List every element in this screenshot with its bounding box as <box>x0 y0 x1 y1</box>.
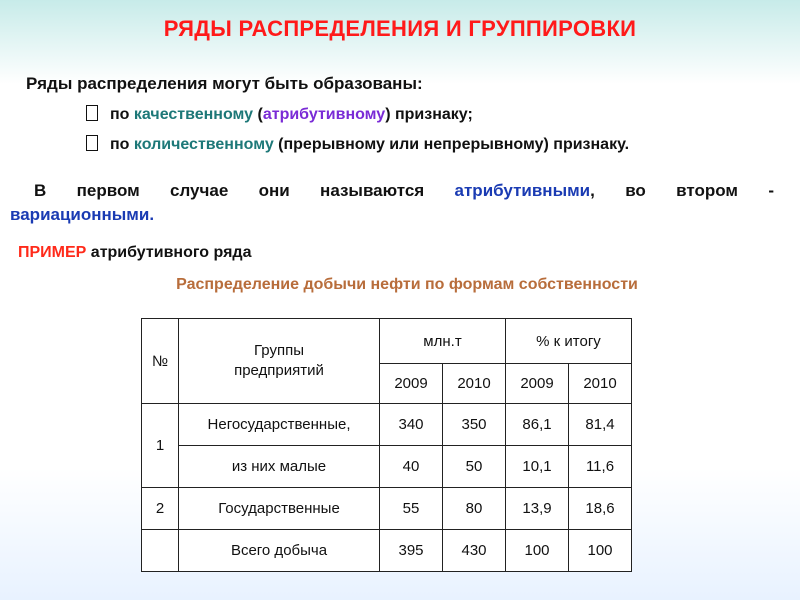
word: В <box>34 181 47 200</box>
bullet-text: по <box>110 106 134 123</box>
cell-value: 350 <box>443 404 506 446</box>
intro-text: Ряды распределения могут быть образованы: <box>26 74 423 93</box>
cell-value: 430 <box>443 530 506 572</box>
cell-value: 86,1 <box>506 404 569 446</box>
word: первом <box>76 181 140 200</box>
header-percent: % к итогу <box>506 319 632 364</box>
bullet-item-quantitative <box>86 135 629 154</box>
cell-value: 340 <box>380 404 443 446</box>
bullet-text: по <box>110 136 134 153</box>
word: втором <box>676 181 738 200</box>
bullet-highlight: качественному <box>133 106 254 123</box>
example-label: ПРИМЕР <box>18 244 87 261</box>
dash: - <box>768 181 774 200</box>
cell-no <box>142 530 179 572</box>
bullet-item-qualitative <box>86 105 473 124</box>
cell-value: 395 <box>380 530 443 572</box>
word: случае <box>170 181 229 200</box>
cell-group-name: из них малые <box>179 446 380 488</box>
cell-value: 50 <box>443 446 506 488</box>
word-highlight-wrap <box>455 181 595 201</box>
word: во <box>625 181 646 200</box>
cell-no: 1 <box>142 404 179 488</box>
paragraph-line-1 <box>34 181 774 201</box>
example-rest: атрибутивного ряда <box>86 244 252 261</box>
word: они <box>258 181 290 200</box>
cell-value: 13,9 <box>506 488 569 530</box>
cell-value: 100 <box>569 530 632 572</box>
word: называются <box>320 181 425 200</box>
punct: , <box>590 181 595 200</box>
table-row <box>142 404 632 446</box>
header-year: 2010 <box>569 364 632 404</box>
bullet-text: (прерывному или непрерывному) признаку. <box>273 136 630 153</box>
table-row <box>142 530 632 572</box>
cell-value: 80 <box>443 488 506 530</box>
square-bullet-icon <box>86 135 98 151</box>
header-no: № <box>142 319 179 404</box>
header-year: 2009 <box>380 364 443 404</box>
cell-value: 81,4 <box>569 404 632 446</box>
header-groups <box>179 319 380 404</box>
bullet-highlight: количественному <box>133 136 274 153</box>
highlight-attributive: атрибутивными <box>454 181 591 200</box>
bullet-highlight: атрибутивному <box>262 106 386 123</box>
bullet-text: ) признаку; <box>385 106 473 123</box>
cell-no: 2 <box>142 488 179 530</box>
table-row <box>142 446 632 488</box>
cell-value: 18,6 <box>569 488 632 530</box>
header-year: 2010 <box>443 364 506 404</box>
cell-group-name: Негосударственные, <box>179 404 380 446</box>
table-caption: Распределение добычи нефти по формам собственности <box>176 276 638 293</box>
page-title: РЯДЫ РАСПРЕДЕЛЕНИЯ И ГРУППИРОВКИ <box>163 16 637 41</box>
cell-value: 55 <box>380 488 443 530</box>
paragraph-line-2: вариационными. <box>10 205 155 224</box>
cell-group-name: Всего добыча <box>179 530 380 572</box>
header-mln-t: млн.т <box>380 319 506 364</box>
header-groups-text: Группы предприятий <box>234 342 324 379</box>
distribution-table <box>141 318 632 572</box>
cell-group-name: Государственные <box>179 488 380 530</box>
cell-value: 11,6 <box>569 446 632 488</box>
bullet-text: ( <box>253 106 263 123</box>
cell-value: 100 <box>506 530 569 572</box>
square-bullet-icon <box>86 105 98 121</box>
header-year: 2009 <box>506 364 569 404</box>
cell-value: 10,1 <box>506 446 569 488</box>
cell-value: 40 <box>380 446 443 488</box>
table-row <box>142 488 632 530</box>
example-heading <box>18 244 251 262</box>
